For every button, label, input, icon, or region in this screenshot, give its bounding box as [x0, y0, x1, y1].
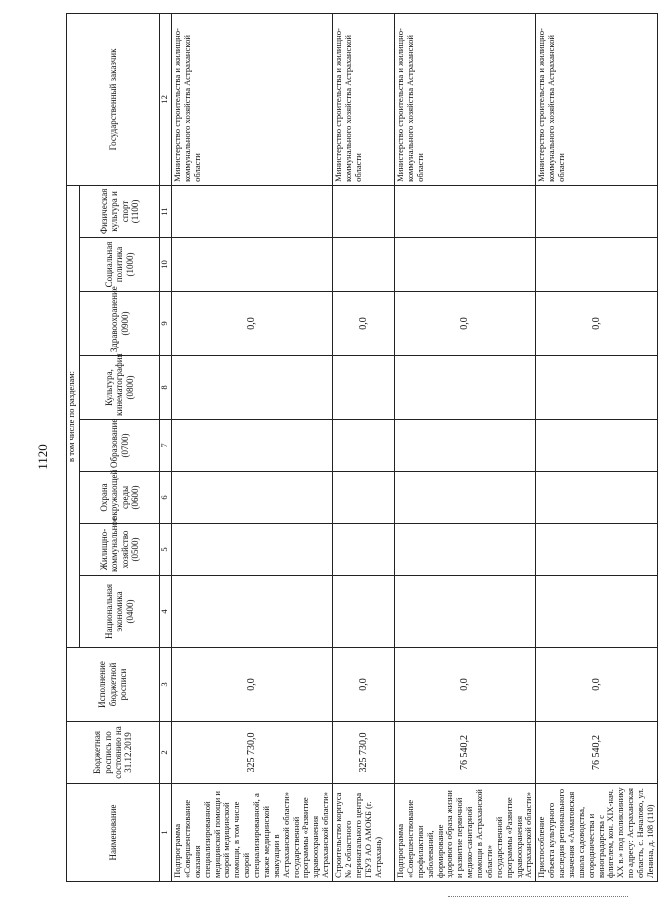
- table-row: [172, 13, 333, 881]
- empty-cell: [536, 420, 658, 472]
- col-number: 6: [160, 472, 172, 524]
- page-number-text: 1120: [35, 444, 50, 470]
- report-table-sheet: [66, 14, 655, 882]
- empty-cell: [395, 524, 536, 576]
- row-budget: 76 540,2: [536, 722, 658, 784]
- row-budget: 325 730,0: [172, 722, 333, 784]
- empty-cell: [333, 420, 395, 472]
- row-health: 0,0: [395, 292, 536, 356]
- empty-cell: [333, 524, 395, 576]
- col-number: 8: [160, 356, 172, 420]
- empty-cell: [172, 524, 333, 576]
- header-budget: Бюджетная роспись по состоянию на 31.12.2019: [67, 722, 160, 784]
- empty-cell: [536, 524, 658, 576]
- row-execution: 0,0: [395, 648, 536, 722]
- row-execution: 0,0: [536, 648, 658, 722]
- col-number: 4: [160, 576, 172, 648]
- table-row: [536, 13, 658, 881]
- empty-cell: [333, 185, 395, 237]
- row-health: 0,0: [172, 292, 333, 356]
- col-number: 1: [160, 784, 172, 882]
- empty-cell: [395, 356, 536, 420]
- empty-cell: [172, 238, 333, 292]
- page-number: [36, 442, 50, 472]
- empty-cell: [536, 238, 658, 292]
- row-name: Приспособление объекта культурного наследия регионального значения «Алматовская школа садоводства, огородничества и виноградарства с флигелем, кон. XIX-нач. XX в.» под поликлинику по адресу: Астраханская область, с. Началово, ул. Ленина, д. 108 (110): [536, 784, 658, 882]
- empty-cell: [172, 356, 333, 420]
- row-budget: 325 730,0: [333, 722, 395, 784]
- header-section-1000: Социальная политика (1000): [80, 238, 160, 292]
- col-number: 9: [160, 292, 172, 356]
- empty-cell: [172, 420, 333, 472]
- empty-cell: [395, 576, 536, 648]
- empty-cell: [172, 185, 333, 237]
- col-number: 5: [160, 524, 172, 576]
- empty-cell: [395, 420, 536, 472]
- header-section-0900: Здравоохранение (0900): [80, 292, 160, 356]
- header-section-0400: Национальная экономика (0400): [80, 576, 160, 648]
- empty-cell: [172, 472, 333, 524]
- header-section-0800: Культура, кинематография (0800): [80, 356, 160, 420]
- row-customer: Министерство строительства и жилищно-коммунального хозяйства Астраханской области: [172, 13, 333, 185]
- header-name: Наименование: [67, 784, 160, 882]
- col-number: 3: [160, 648, 172, 722]
- empty-cell: [395, 238, 536, 292]
- row-name: Строительство корпуса № 2 областного перинатального центра ГБУЗ АО АМОКБ (г. Астрахань): [333, 784, 395, 882]
- empty-cell: [172, 576, 333, 648]
- empty-cell: [333, 576, 395, 648]
- col-number: 10: [160, 238, 172, 292]
- header-customer: Государственный заказчик: [67, 13, 160, 185]
- header-sections-group: в том числе по разделам:: [67, 185, 80, 647]
- row-health: 0,0: [333, 292, 395, 356]
- empty-cell: [536, 472, 658, 524]
- header-section-0500: Жилищно-коммунальное хозяйство (0500): [80, 524, 160, 576]
- row-name: Подпрограмма «Совершенствование оказания специализированной медицинской помощи и скорой медицинской помощи, в том числе скорой специализированной, а также медицинской эвакуации в Астраханской области» государственной программы «Развитие здравоохранения Астраханской области»: [172, 784, 333, 882]
- row-name: Подпрограмма «Совершенствование профилактики заболеваний, формирование здорового образа жизни и развитие первичной медико-санитарной помощи в Астраханской области» государственной программы «Развитие здравоохранения Астраханской области»: [395, 784, 536, 882]
- header-section-0700: Образование (0700): [80, 420, 160, 472]
- row-execution: 0,0: [172, 648, 333, 722]
- col-number: 2: [160, 722, 172, 784]
- row-execution: 0,0: [333, 648, 395, 722]
- empty-cell: [536, 576, 658, 648]
- col-number: 7: [160, 420, 172, 472]
- table-row: [395, 13, 536, 881]
- empty-cell: [395, 472, 536, 524]
- empty-cell: [536, 356, 658, 420]
- empty-cell: [333, 356, 395, 420]
- header-section-0600: Охрана окружающей среды (0600): [80, 472, 160, 524]
- row-budget: 76 540,2: [395, 722, 536, 784]
- row-customer: Министерство строительства и жилищно-коммунального хозяйства Астраханской области: [536, 13, 658, 185]
- budget-table: [66, 13, 658, 882]
- empty-cell: [536, 185, 658, 237]
- row-health: 0,0: [536, 292, 658, 356]
- bottom-rule: [448, 896, 628, 898]
- col-number: 12: [160, 13, 172, 185]
- header-section-1100: Физическая культура и спорт (1100): [80, 185, 160, 237]
- row-customer: Министерство строительства и жилищно-коммунального хозяйства Астраханской области: [333, 13, 395, 185]
- empty-cell: [333, 238, 395, 292]
- col-number: 11: [160, 185, 172, 237]
- empty-cell: [333, 472, 395, 524]
- table-row: [333, 13, 395, 881]
- empty-cell: [395, 185, 536, 237]
- header-execution: Исполнение бюджетной росписи: [67, 648, 160, 722]
- row-customer: Министерство строительства и жилищно-коммунального хозяйства Астраханской области: [395, 13, 536, 185]
